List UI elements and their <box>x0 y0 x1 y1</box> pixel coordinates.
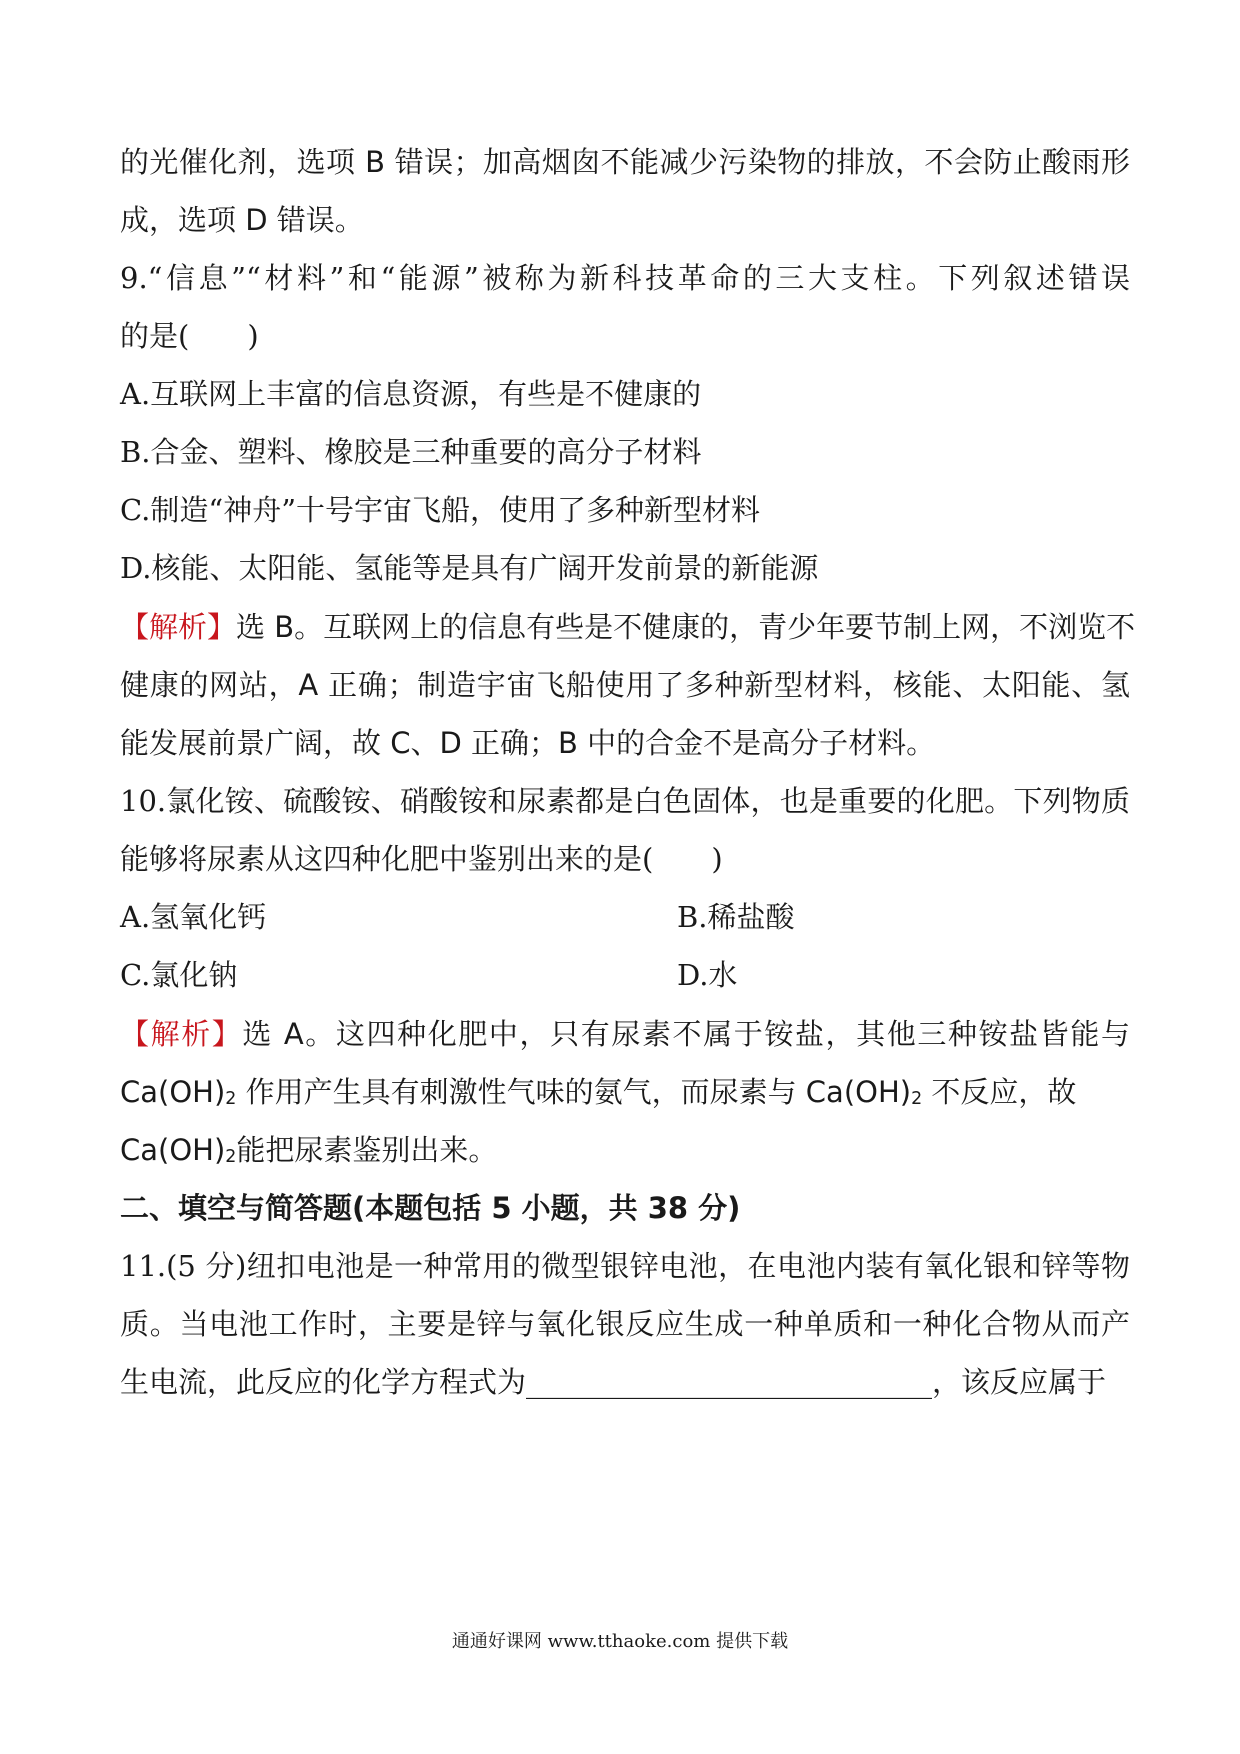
question-9-analysis-cont: 健康的网站，A 正确；制造宇宙飞船使用了多种新型材料，核能、太阳能、氢 <box>120 668 1130 702</box>
question-9-stem: 9.“信息”“材料”和“能源”被称为新科技革命的三大支柱。下列叙述错误 <box>120 261 1130 295</box>
text-line: 的光催化剂，选项 B 错误；加高烟囱不能减少污染物的排放，不会防止酸雨形 <box>120 145 1130 179</box>
question-10-stem-cont: 能够将尿素从这四种化肥中鉴别出来的是( ) <box>120 842 723 876</box>
analysis-text: 能把尿素鉴别出来。 <box>236 1133 498 1167</box>
question-10-options-row-1 <box>120 897 1130 937</box>
formula: Ca(OH) <box>120 1133 226 1167</box>
subscript: 2 <box>225 1089 237 1109</box>
analysis-text: 作用产生具有刺激性气味的氨气，而尿素与 Ca(OH) <box>236 1075 912 1109</box>
question-10-option-d: D.水 <box>677 958 738 992</box>
question-text: 生电流，此反应的化学方程式为 <box>120 1365 527 1399</box>
question-10-analysis <box>120 1014 1130 1054</box>
analysis-text: 不反应，故 <box>922 1075 1077 1109</box>
question-10-option-a: A.氢氧化钙 <box>120 900 267 934</box>
question-9-stem-cont: 的是( ) <box>120 319 259 353</box>
question-9-option-d: D.核能、太阳能、氢能等是具有广阔开发前景的新能源 <box>120 551 819 585</box>
question-10-options-row-2 <box>120 955 1130 995</box>
question-11-stem: 11.(5 分)纽扣电池是一种常用的微型银锌电池，在电池内装有氧化银和锌等物 <box>120 1249 1130 1283</box>
analysis-tag: 【解析】 <box>120 610 237 644</box>
question-11-stem-cont: 质。当电池工作时，主要是锌与氧化银反应生成一种单质和一种化合物从而产 <box>120 1307 1130 1341</box>
analysis-text: 选 A。这四种化肥中，只有尿素不属于铵盐，其他三种铵盐皆能与 <box>242 1017 1130 1051</box>
question-10-analysis-cont <box>120 1130 1130 1170</box>
section-heading: 二、填空与简答题(本题包括 5 小题，共 38 分) <box>120 1191 741 1225</box>
question-10-option-c: C.氯化钠 <box>120 958 238 992</box>
subscript: 2 <box>911 1089 923 1109</box>
question-9-option-c: C.制造“神舟”十号宇宙飞船，使用了多种新型材料 <box>120 493 761 527</box>
question-9-option-b: B.合金、塑料、橡胶是三种重要的高分子材料 <box>120 435 702 469</box>
question-10-option-b: B.稀盐酸 <box>677 900 795 934</box>
formula: Ca(OH) <box>120 1075 226 1109</box>
analysis-tag: 【解析】 <box>120 1017 243 1051</box>
answer-blank: ____________________________ <box>526 1365 933 1399</box>
page-footer: 通通好课网 www.tthaoke.com 提供下载 <box>451 1631 789 1652</box>
question-10-stem: 10.氯化铵、硫酸铵、硝酸铵和尿素都是白色固体，也是重要的化肥。下列物质 <box>120 784 1130 818</box>
question-9-analysis-cont: 能发展前景广阔，故 C、D 正确；B 中的合金不是高分子材料。 <box>120 726 936 760</box>
subscript: 2 <box>225 1147 237 1167</box>
text-line: 成，选项 D 错误。 <box>120 203 364 237</box>
question-9-option-a: A.互联网上丰富的信息资源，有些是不健康的 <box>120 377 702 411</box>
analysis-text: 选 B。互联网上的信息有些是不健康的，青少年要节制上网，不浏览不 <box>236 610 1136 644</box>
question-10-analysis-cont <box>120 1072 1130 1112</box>
question-11-stem-cont <box>120 1362 1130 1402</box>
question-text: ，该反应属于 <box>932 1365 1107 1399</box>
question-9-analysis <box>120 607 1136 647</box>
